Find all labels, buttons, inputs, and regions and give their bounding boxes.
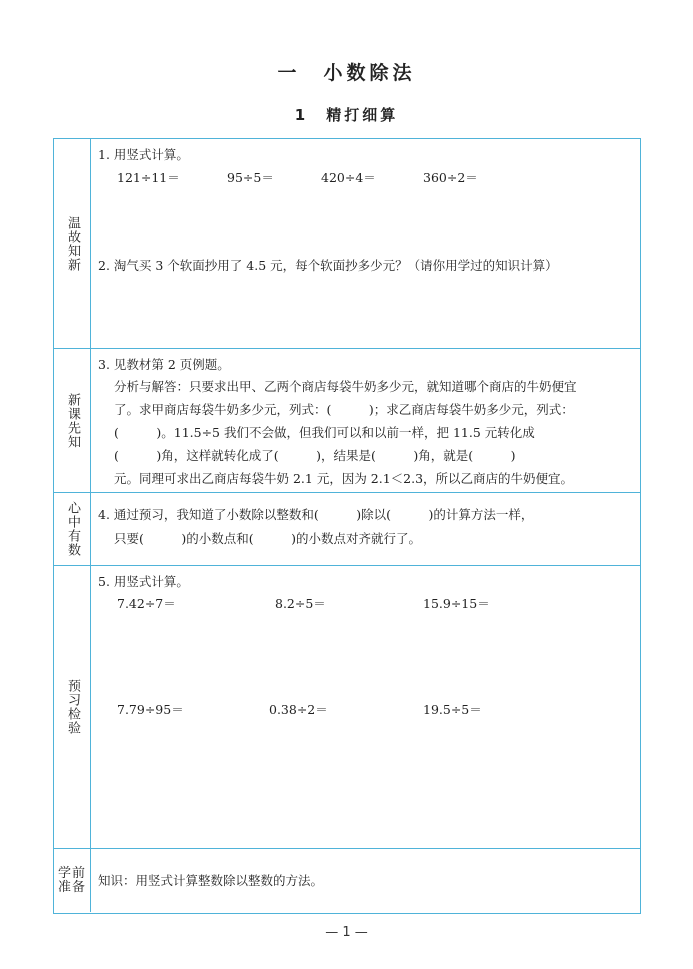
lesson-title: 1 精打细算: [294, 106, 399, 124]
q3-line-4: ( )角，这样就转化成了( )，结果是( )角，就是( ): [114, 448, 516, 463]
q5-item-3: 15.9÷15＝: [423, 596, 490, 611]
review-label-cell: [54, 139, 91, 348]
worksheet-table: [53, 138, 641, 914]
q5-item-5: 0.38÷2＝: [269, 702, 328, 717]
new-label-cell: [54, 349, 91, 492]
chapter-title: 一 小数除法: [277, 62, 416, 84]
review-label: 温故知新: [65, 215, 80, 272]
q3-line-2: 了。求甲商店每袋牛奶多少元，列式：( )；求乙商店每袋牛奶多少元，列式：: [114, 402, 574, 417]
q4-line-2: 只要( )的小数点和( )的小数点对齐就行了。: [114, 531, 422, 546]
prep-label-cell: [54, 849, 91, 912]
q3-line-3: ( )。11.5÷5 我们不会做，但我们可以和以前一样，把 11.5 元转化成: [114, 425, 535, 440]
q5-item-6: 19.5÷5＝: [423, 702, 482, 717]
mind-label-cell: [54, 493, 91, 565]
q1-item-1: 121÷11＝: [117, 170, 180, 185]
page-number: — 1 —: [325, 925, 368, 940]
new-label: 新课先知: [65, 392, 80, 449]
prep-text: 知识：用竖式计算整数除以整数的方法。: [98, 873, 324, 888]
q4-line-1: 4. 通过预习，我知道了小数除以整数和( )除以( )的计算方法一样，: [98, 507, 534, 522]
mind-label: 心中有数: [65, 501, 80, 557]
q1-item-3: 420÷4＝: [321, 170, 376, 185]
prep-label: 学前准备: [57, 865, 86, 895]
preview-label: 预习检验: [65, 679, 80, 735]
q1-item-2: 95÷5＝: [227, 170, 274, 185]
q3-line-1: 分析与解答：只要求出甲、乙两个商店每袋牛奶多少元，就知道哪个商店的牛奶便宜: [114, 379, 577, 394]
preview-section: [54, 565, 640, 848]
q1-title: 1. 用竖式计算。: [98, 147, 189, 162]
prep-section: [54, 848, 640, 912]
q2-text: 2. 淘气买 3 个软面抄用了 4.5 元，每个软面抄多少元？（请你用学过的知识计算）: [98, 258, 558, 273]
new-lesson-section: [54, 348, 640, 492]
mind-section: [54, 492, 640, 565]
q3-line-5: 元。同理可求出乙商店每袋牛奶 2.1 元，因为 2.1＜2.3，所以乙商店的牛奶便宜。: [114, 471, 574, 486]
q5-item-4: 7.79÷95＝: [117, 702, 184, 717]
q5-item-2: 8.2÷5＝: [275, 596, 326, 611]
q5-title: 5. 用竖式计算。: [98, 574, 189, 589]
q1-item-4: 360÷2＝: [423, 170, 478, 185]
q3-title: 3. 见教材第 2 页例题。: [98, 357, 230, 372]
q5-item-1: 7.42÷7＝: [117, 596, 176, 611]
preview-label-cell: [54, 566, 91, 848]
review-section: [54, 139, 640, 348]
